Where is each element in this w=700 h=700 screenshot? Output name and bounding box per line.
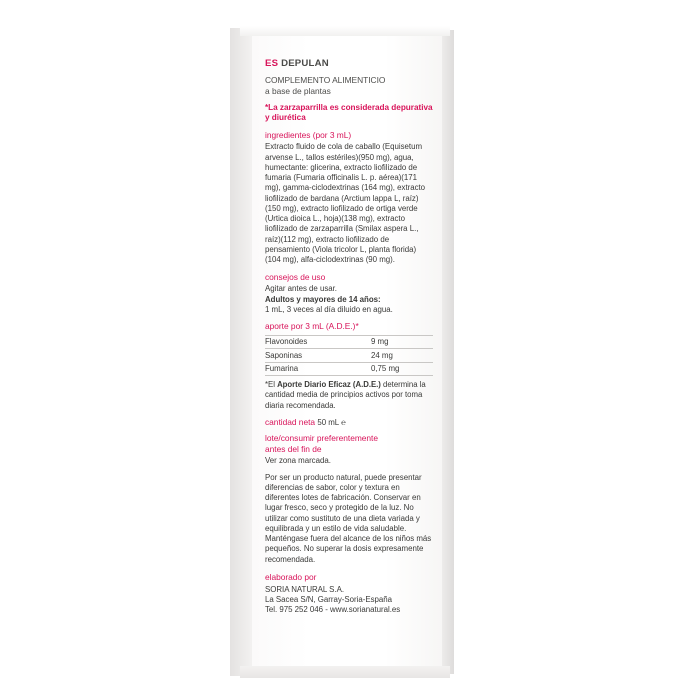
batch-heading-line2: antes del fin de <box>265 443 322 454</box>
manufacturer-address: La Sacea S/N, Garray-Soria-España <box>265 594 392 604</box>
brand-name: DEPULAN <box>281 58 329 69</box>
package-left-shadow <box>230 28 254 676</box>
table-row <box>265 335 433 348</box>
product-subtitle-line2: a base de plantas <box>265 86 331 97</box>
manufacturer-contact: Tel. 975 252 046 - www.sorianatural.es <box>265 605 401 615</box>
product-claim: *La zarzaparrilla es considerada depurativa y diurética <box>265 103 433 123</box>
usage-heading: consejos de uso <box>265 271 326 282</box>
product-subtitle-line1: COMPLEMENTO ALIMENTICIO <box>265 75 386 86</box>
nutrition-row-value: 24 mg <box>371 349 433 362</box>
usage-dose: 1 mL, 3 veces al día diluido en agua. <box>265 304 393 314</box>
ingredients-heading: ingredientes (por 3 mL) <box>265 129 352 140</box>
package-label <box>265 58 433 615</box>
product-subtitle <box>265 75 433 97</box>
nutrition-row-name: Saponinas <box>265 349 371 362</box>
manufacturer-heading: elaborado por <box>265 571 317 582</box>
ade-note-rest: determina la cantidad media de principios activos por toma diaria recomendada. <box>265 380 426 410</box>
nutrition-row-value: 0,75 mg <box>371 362 433 375</box>
table-row <box>265 362 433 375</box>
package-bottom-edge <box>240 666 450 678</box>
batch-heading <box>265 433 433 455</box>
ingredients-text: Extracto fluido de cola de caballo (Equisetum arvense L., tallos estériles)(950 mg), agua, humectante: glicerina, extracto liofilizado de fumaria (Fumaria officinalis L. p. aérea)(171 mg), gamma-ciclodextrinas (164 mg), extracto liofilizado de bardana (Arctium lappa L, raíz)(150 mg), extracto liofilizado de ortiga verde (Urtica dioica L., hoja)(138 mg), extracto liofilizado de zarzaparrilla (Smilax aspera L., raíz)(112 mg), extracto liofilizado de pensamiento (Viola tricolor L, planta florida) (104 mg), alfa-ciclodextrinas (90 mg). <box>265 142 426 265</box>
brand-prefix: ES <box>265 58 279 69</box>
warnings-text: Por ser un producto natural, puede presentar diferencias de sabor, color y textura en diferentes lotes de fabricación. Conservar en lugar fresco, seco y protegido de la luz. No utilizar como sustituto de una dieta variada y equilibrada y un estilo de vida saludable. Manténgase fuera del alcance de los niños más pequeños. No superar la dosis expresamente recomendada. <box>265 472 432 564</box>
ade-note-bold: Aporte Diario Eficaz (A.D.E.) <box>277 380 381 390</box>
net-quantity-row <box>265 417 433 428</box>
ade-note-prefix: *El <box>265 380 278 390</box>
net-quantity-value: 50 mL ℮ <box>317 417 346 427</box>
batch-text: Ver zona marcada. <box>265 456 331 466</box>
brand-title <box>265 58 433 70</box>
package-right-edge <box>440 30 454 674</box>
nutrition-row-name: Fumarina <box>265 362 371 375</box>
manufacturer-block <box>265 572 433 616</box>
ade-note <box>265 380 433 410</box>
usage-line1: Agitar antes de usar. <box>265 284 337 294</box>
nutrition-table <box>265 335 433 376</box>
package-top-edge <box>240 26 450 36</box>
batch-heading-line1: lote/consumir preferentemente <box>265 432 379 443</box>
table-row <box>265 349 433 362</box>
manufacturer-company: SORIA NATURAL S.A. <box>265 584 345 594</box>
usage-audience: Adultos y mayores de 14 años: <box>265 294 381 304</box>
nutrition-row-name: Flavonoides <box>265 335 371 348</box>
nutrition-heading: aporte por 3 mL (A.D.E.)* <box>265 321 359 332</box>
net-quantity-label: cantidad neta <box>265 416 316 427</box>
nutrition-row-value: 9 mg <box>371 335 433 348</box>
